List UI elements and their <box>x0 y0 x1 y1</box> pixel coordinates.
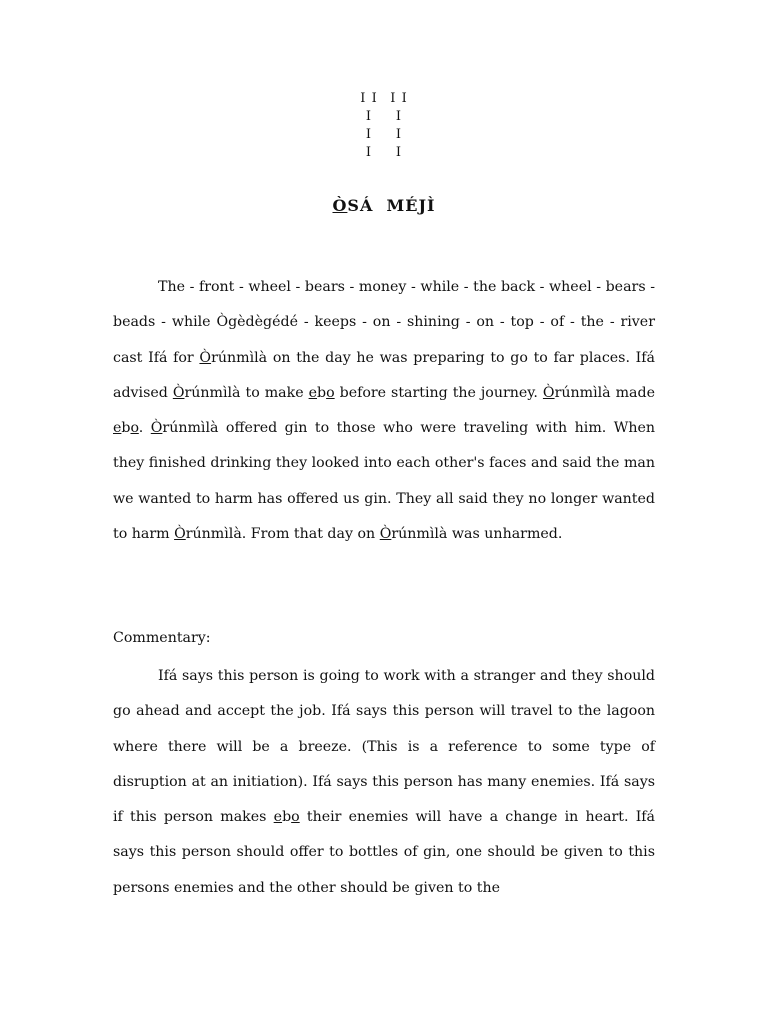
underlined-letter: Ò <box>542 384 555 401</box>
odu-mark: I I <box>390 91 408 106</box>
odu-mark-row <box>0 144 768 162</box>
odu-signature <box>0 90 768 162</box>
text-run: rúnmìlà to make <box>184 384 309 401</box>
text-run: b <box>317 384 327 401</box>
underlined-letter: Ò <box>172 384 185 401</box>
text-run: rúnmìlà on the day he was preparing to go to far places. Ifá advised <box>113 349 655 401</box>
title-rest: SÁ MÉJÌ <box>347 196 436 215</box>
odu-mark: I <box>365 145 373 160</box>
odu-mark-row <box>0 108 768 126</box>
underlined-letter: e <box>113 420 122 437</box>
commentary-heading: Commentary: <box>113 630 211 646</box>
underlined-letter: o <box>326 384 335 401</box>
odu-mark: I <box>395 127 403 142</box>
odu-mark-row <box>0 90 768 108</box>
text-run: b <box>282 809 292 826</box>
underlined-letter: Ò <box>174 526 186 543</box>
page-title <box>0 196 768 215</box>
text-run: rúnmìlà was unharmed. <box>391 526 563 543</box>
text-run: their enemies will have a change in heart. Ifá says this person should offer to bottles of gin, one should be given to this persons enemies and the other should be given to the <box>113 809 656 896</box>
text-run: before starting the journey. <box>334 384 543 401</box>
underlined-letter: e <box>273 809 283 826</box>
text-run: . <box>138 420 151 437</box>
text-run: rúnmìlà made <box>554 384 655 401</box>
odu-mark: I <box>365 127 373 142</box>
text-run: rúnmìlà offered gin to those who were traveling with him. When they finished drinking they looked into each other's faces and said the man we wanted to harm has offered us gin. They all said they no longer wanted to harm <box>113 420 655 543</box>
odu-mark: I <box>395 145 403 160</box>
odu-mark: I <box>365 109 373 124</box>
title-underlined-letter: Ò <box>332 196 348 215</box>
odu-mark: I I <box>360 91 378 106</box>
text-run: b <box>121 420 131 437</box>
underlined-letter: Ò <box>199 349 212 366</box>
text-run: The - front - wheel - bears - money - while - the back - wheel - bears - beads - while Ògèdègédé - keeps - on - shining - on - top - of - the - river cast Ifá for <box>113 279 655 366</box>
underlined-letter: e <box>308 384 317 401</box>
underlined-letter: o <box>291 809 300 826</box>
verse-paragraph <box>113 270 655 552</box>
odu-mark: I <box>395 109 403 124</box>
commentary-paragraph <box>113 659 655 906</box>
text-run: Ifá says this person is going to work with a stranger and they should go ahead and accept the job. Ifá says this person will travel to the lagoon where there will be a breeze. (This is a reference to some type of disruption at an initiation). Ifá says this person has many enemies. Ifá says if this person makes <box>113 668 655 826</box>
underlined-letter: o <box>130 420 139 437</box>
underlined-letter: Ò <box>379 526 392 543</box>
underlined-letter: Ò <box>150 420 163 437</box>
odu-mark-row <box>0 126 768 144</box>
text-run: rúnmìlà. From that day on <box>185 526 380 543</box>
